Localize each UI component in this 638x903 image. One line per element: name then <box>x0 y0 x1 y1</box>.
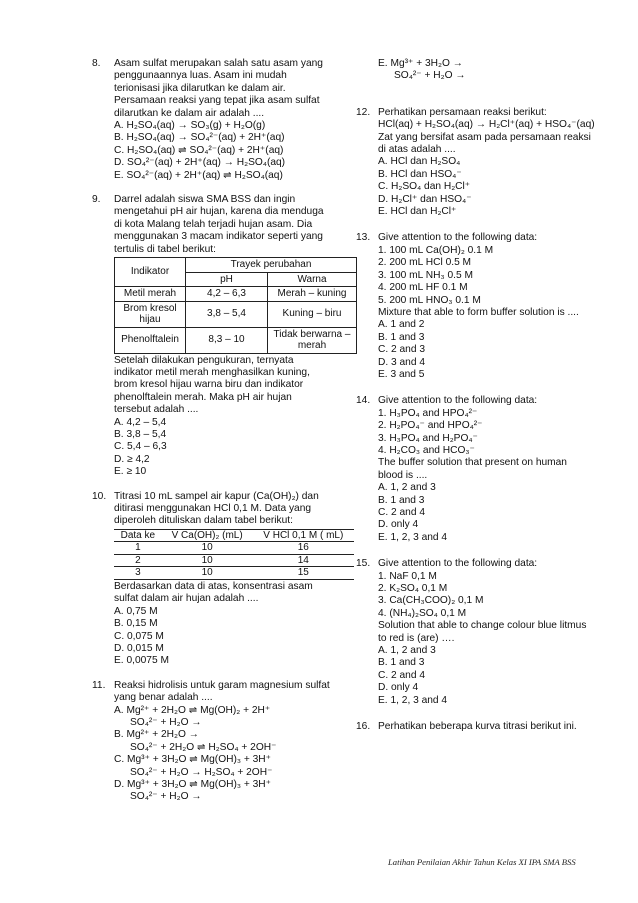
option-d: D. only 4 <box>378 519 419 531</box>
question-number: 13. <box>356 232 371 244</box>
question-text: Darrel adalah siswa SMA BSS dan ingin <box>114 194 296 206</box>
question-text: Zat yang bersifat asam pada persamaan reaksi <box>378 131 591 143</box>
option-a: A. 4,2 – 5,4 <box>114 416 167 428</box>
question-text: Reaksi hidrolisis untuk garam magnesium sulfat <box>114 679 330 691</box>
option-d: D. Mg³⁺ + 3H₂O ⇌ Mg(OH)₃ + 3H⁺ <box>114 778 272 790</box>
data-item: 4. (NH₄)₂SO₄ 0,1 M <box>378 607 467 619</box>
question-8 <box>92 58 350 182</box>
question-text: Asam sulfat merupakan salah satu asam yang <box>114 58 323 69</box>
table-cell: 10 <box>162 567 253 580</box>
question-number: 11. <box>92 679 106 691</box>
header-trayek: Trayek perubahan <box>186 258 357 273</box>
table-cell: 15 <box>253 567 354 580</box>
question-text: HCl(aq) + H₂SO₄(aq) → H₂Cl⁺(aq) + HSO₄⁻(aq) <box>378 119 595 131</box>
indicator-table <box>114 257 357 354</box>
option-c: C. 0,075 M <box>114 630 164 642</box>
header-warna: Warna <box>268 272 357 287</box>
option-d: D. 0,015 M <box>114 642 164 654</box>
question-text: tersebut adalah .... <box>114 404 199 416</box>
titration-table <box>114 529 354 580</box>
question-text: Persamaan reaksi yang tepat jika asam sulfat <box>114 95 320 107</box>
data-item: 3. H₃PO₄ and H₂PO₄⁻ <box>378 432 478 444</box>
option-b-line2: SO₄²⁻ + 2H₂O ⇌ H₂SO₄ + 2OH⁻ <box>130 741 277 753</box>
table-cell: Phenolftalein <box>115 327 186 353</box>
question-text: diperoleh dituliskan dalam tabel berikut: <box>114 515 293 527</box>
question-text: Setelah dilakukan pengukuran, ternyata <box>114 354 294 366</box>
option-b: B. 1 and 3 <box>378 657 425 669</box>
option-b: B. HCl dan HSO₄⁻ <box>378 168 462 180</box>
question-number: 12. <box>356 106 371 118</box>
question-11 <box>92 680 350 804</box>
option-c: C. 2 and 4 <box>378 507 426 518</box>
question-text: mengetahui pH air hujan, karena dia menduga <box>114 206 324 218</box>
question-text: dilarutkan ke dalam air adalah .... <box>114 107 265 119</box>
question-14 <box>356 395 606 544</box>
option-e: E. 0,0075 M <box>114 655 169 667</box>
data-item: 2. H₂PO₄⁻ and HPO₄²⁻ <box>378 420 483 432</box>
question-text: Perhatikan persamaan reaksi berikut: <box>378 106 547 118</box>
question-text: indikator metil merah menghasilkan kuning, <box>114 367 310 378</box>
question-text: Give attention to the following data: <box>378 232 538 244</box>
header-ph: pH <box>186 272 268 287</box>
option-e: E. Mg³⁺ + 3H₂O → <box>378 58 463 69</box>
option-d: D. 3 and 4 <box>378 356 426 368</box>
question-text: menggunakan 3 macam indikator seperti yang <box>114 231 323 243</box>
data-item: 4. 200 mL HF 0.1 M <box>378 282 468 294</box>
option-c: C. H₂SO₄(aq) ⇌ SO₄²⁻(aq) + 2H⁺(aq) <box>114 144 284 156</box>
question-text: Mixture that able to form buffer solution is .... <box>378 306 579 318</box>
option-b: B. 3,8 – 5,4 <box>114 429 167 441</box>
data-item: 1. H₃PO₄ and HPO₄²⁻ <box>378 407 478 419</box>
question-number: 9. <box>92 194 101 206</box>
option-d: D. SO₄²⁻(aq) + 2H⁺(aq) → H₂SO₄(aq) <box>114 157 286 169</box>
data-item: 2. 200 mL HCl 0.5 M <box>378 257 472 269</box>
table-cell: 10 <box>162 554 253 567</box>
question-text: Give attention to the following data: <box>378 395 538 407</box>
header-indicator: Indikator <box>115 258 186 287</box>
option-a: A. 1, 2 and 3 <box>378 482 436 494</box>
option-b: B. 0,15 M <box>114 618 158 630</box>
question-text: brom kresol hijau warna biru dan indikator <box>114 379 304 391</box>
table-cell: 16 <box>253 542 354 555</box>
question-text: Titrasi 10 mL sampel air kapur (Ca(OH)₂) dan <box>114 490 319 502</box>
option-a-line2: SO₄²⁻ + H₂O → <box>130 716 202 728</box>
data-item: 1. 100 mL Ca(OH)₂ 0.1 M <box>378 244 494 256</box>
option-c: C. 2 and 4 <box>378 669 426 681</box>
option-c-line2: SO₄²⁻ + H₂O → H₂SO₄ + 2OH⁻ <box>130 766 273 778</box>
table-cell: Kuning – biru <box>268 301 357 327</box>
table-cell: 10 <box>162 542 253 555</box>
table-row <box>115 301 357 327</box>
option-d: D. ≥ 4,2 <box>114 453 150 465</box>
question-15 <box>356 558 606 707</box>
table-cell: 1 <box>114 542 162 555</box>
question-text: phenolftalein merah. Maka pH air hujan <box>114 391 292 403</box>
option-c: C. Mg³⁺ + 3H₂O ⇌ Mg(OH)₃ + 3H⁺ <box>114 754 272 766</box>
question-text: tertulis di tabel berikut: <box>114 243 216 255</box>
table-row <box>114 567 354 580</box>
data-item: 3. Ca(CH₃COO)₂ 0,1 M <box>378 595 484 607</box>
question-9 <box>92 194 350 479</box>
right-column <box>356 58 606 745</box>
question-11-continued <box>356 58 606 83</box>
question-text: Give attention to the following data: <box>378 558 538 570</box>
question-16 <box>356 721 606 733</box>
question-number: 16. <box>356 721 371 733</box>
option-e-line2: SO₄²⁻ + H₂O → <box>394 70 466 82</box>
table-cell: Merah – kuning <box>268 287 357 302</box>
option-e: E. 1, 2, 3 and 4 <box>378 694 448 706</box>
option-e: E. ≥ 10 <box>114 466 147 478</box>
table-cell: 8,3 – 10 <box>186 327 268 353</box>
question-text: yang benar adalah .... <box>114 692 213 704</box>
question-number: 8. <box>92 58 101 69</box>
option-b: B. Mg²⁺ + 2H₂O → <box>114 729 199 741</box>
question-text: di atas adalah .... <box>378 144 456 156</box>
table-row <box>115 327 357 353</box>
option-c: C. 2 and 3 <box>378 344 426 356</box>
question-text: blood is .... <box>378 469 428 481</box>
table-cell: 2 <box>114 554 162 567</box>
question-13 <box>356 232 606 381</box>
left-column <box>92 58 350 815</box>
table-cell: 3,8 – 5,4 <box>186 301 268 327</box>
option-a: A. Mg²⁺ + 2H₂O ⇌ Mg(OH)₂ + 2H⁺ <box>114 704 271 716</box>
option-e: E. SO₄²⁻(aq) + 2H⁺(aq) ⇌ H₂SO₄(aq) <box>114 169 283 181</box>
data-item: 2. K₂SO₄ 0,1 M <box>378 583 448 595</box>
option-a: A. 1, 2 and 3 <box>378 645 436 657</box>
option-a: A. H₂SO₄(aq) → SO₃(g) + H₂O(g) <box>114 120 266 132</box>
table-cell: 14 <box>253 554 354 567</box>
option-a: A. 0,75 M <box>114 605 158 617</box>
option-b: B. H₂SO₄(aq) → SO₄²⁻(aq) + 2H⁺(aq) <box>114 132 285 144</box>
option-b: B. 1 and 3 <box>378 494 425 506</box>
question-text: Berdasarkan data di atas, konsentrasi asam <box>114 580 313 592</box>
option-d-line2: SO₄²⁻ + H₂O → <box>130 791 202 803</box>
table-row <box>114 542 354 555</box>
question-number: 14. <box>356 395 371 407</box>
table-cell: 4,2 – 6,3 <box>186 287 268 302</box>
option-e: E. 3 and 5 <box>378 368 425 380</box>
question-text: The buffer solution that present on human <box>378 457 567 469</box>
header-data-ke: Data ke <box>114 529 162 542</box>
question-number: 10. <box>92 490 107 502</box>
option-d: D. only 4 <box>378 682 419 694</box>
option-b: B. 1 and 3 <box>378 331 425 343</box>
table-cell: 3 <box>114 567 162 580</box>
question-text: to red is (are) …. <box>378 632 455 644</box>
data-item: 4. H₂CO₃ and HCO₃⁻ <box>378 444 475 456</box>
table-cell: Metil merah <box>115 287 186 302</box>
question-text: terionisasi jika dilarutkan ke dalam air. <box>114 82 286 94</box>
option-e: E. 1, 2, 3 and 4 <box>378 531 448 543</box>
question-text: Perhatikan beberapa kurva titrasi berikut ini. <box>378 721 577 733</box>
table-row <box>114 554 354 567</box>
question-12 <box>356 107 606 219</box>
question-text: sulfat dalam air hujan adalah .... <box>114 593 259 605</box>
data-item: 1. NaF 0,1 M <box>378 570 437 582</box>
question-text: di kota Malang telah terjadi hujan asam. Dia <box>114 218 313 230</box>
option-e: E. HCl dan H₂Cl⁺ <box>378 206 457 218</box>
table-cell: Tidak berwarna – merah <box>268 327 357 353</box>
table-row <box>115 287 357 302</box>
page-footer: Latihan Penilaian Akhir Tahun Kelas XI IPA SMA BSS <box>388 857 576 867</box>
data-item: 3. 100 mL NH₃ 0.5 M <box>378 269 473 281</box>
option-d: D. H₂Cl⁺ dan HSO₄⁻ <box>378 193 472 205</box>
question-10 <box>92 491 350 668</box>
question-number: 15. <box>356 558 371 570</box>
option-c: C. H₂SO₄ dan H₂Cl⁺ <box>378 181 471 193</box>
question-text: Solution that able to change colour blue litmus <box>378 620 587 632</box>
option-a: A. HCl dan H₂SO₄ <box>378 156 461 168</box>
header-v-caoh2: V Ca(OH)₂ (mL) <box>162 529 253 542</box>
data-item: 5. 200 mL HNO₃ 0.1 M <box>378 294 481 306</box>
table-cell: Brom kresol hijau <box>115 301 186 327</box>
option-c: C. 5,4 – 6,3 <box>114 441 167 453</box>
option-a: A. 1 and 2 <box>378 319 425 331</box>
header-v-hcl: V HCl 0,1 M ( mL) <box>253 529 354 542</box>
question-text: ditirasi menggunakan HCl 0,1 M. Data yang <box>114 503 312 515</box>
question-text: penggunaannya luas. Asam ini mudah <box>114 70 287 82</box>
